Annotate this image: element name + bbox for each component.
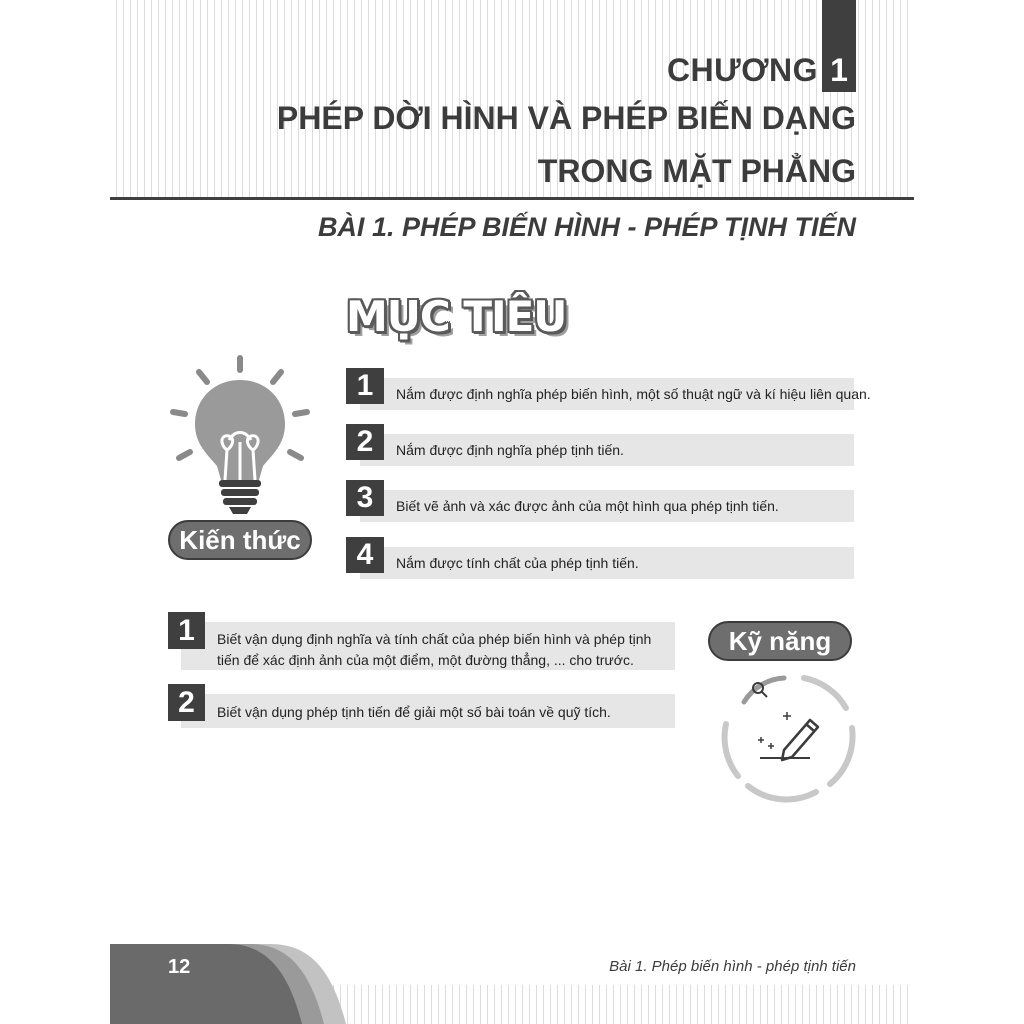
page-number: 12 <box>168 956 191 978</box>
chapter-title-line2: TRONG MẶT PHẲNG <box>537 153 856 189</box>
item-number: 2 <box>346 424 384 460</box>
item-text: Nắm được tính chất của phép tịnh tiến. <box>396 555 639 571</box>
lesson-title: BÀI 1. PHÉP BIẾN HÌNH - PHÉP TỊNH TIẾN <box>317 212 856 242</box>
pencil-skill-icon <box>718 666 858 806</box>
skills-label: Kỹ năng <box>708 621 852 661</box>
lightbulb-icon <box>165 352 315 522</box>
item-number: 3 <box>346 480 384 516</box>
item-text: Nắm được định nghĩa phép biến hình, một số thuật ngữ và kí hiệu liên quan. <box>396 386 871 402</box>
header-divider <box>110 197 914 200</box>
item-number: 1 <box>168 612 205 649</box>
knowledge-label: Kiến thức <box>168 520 312 560</box>
running-title: Bài 1. Phép biến hình - phép tịnh tiến <box>609 958 856 975</box>
chapter-title-line1: PHÉP DỜI HÌNH VÀ PHÉP BIẾN DẠNG <box>276 100 856 136</box>
item-text-line1: Biết vận dụng định nghĩa và tính chất của phép biến hình và phép tịnh <box>217 631 652 647</box>
item-text: Nắm được định nghĩa phép tịnh tiến. <box>396 442 624 458</box>
footer-tab <box>110 940 350 1024</box>
item-text: Biết vận dụng phép tịnh tiến để giải một số bài toán về quỹ tích. <box>217 704 611 720</box>
item-number: 1 <box>346 368 384 404</box>
objectives-heading: MỤC TIÊU <box>346 292 567 341</box>
item-text-line2: tiến để xác định ảnh của một điểm, một đường thẳng, ... cho trước. <box>217 652 634 668</box>
item-text <box>217 629 651 671</box>
chapter-label: CHƯƠNG <box>666 52 818 88</box>
item-number: 4 <box>346 537 384 573</box>
item-text: Biết vẽ ảnh và xác được ảnh của một hình qua phép tịnh tiến. <box>396 498 779 514</box>
item-number: 2 <box>168 684 205 721</box>
chapter-number: 1 <box>830 52 848 88</box>
